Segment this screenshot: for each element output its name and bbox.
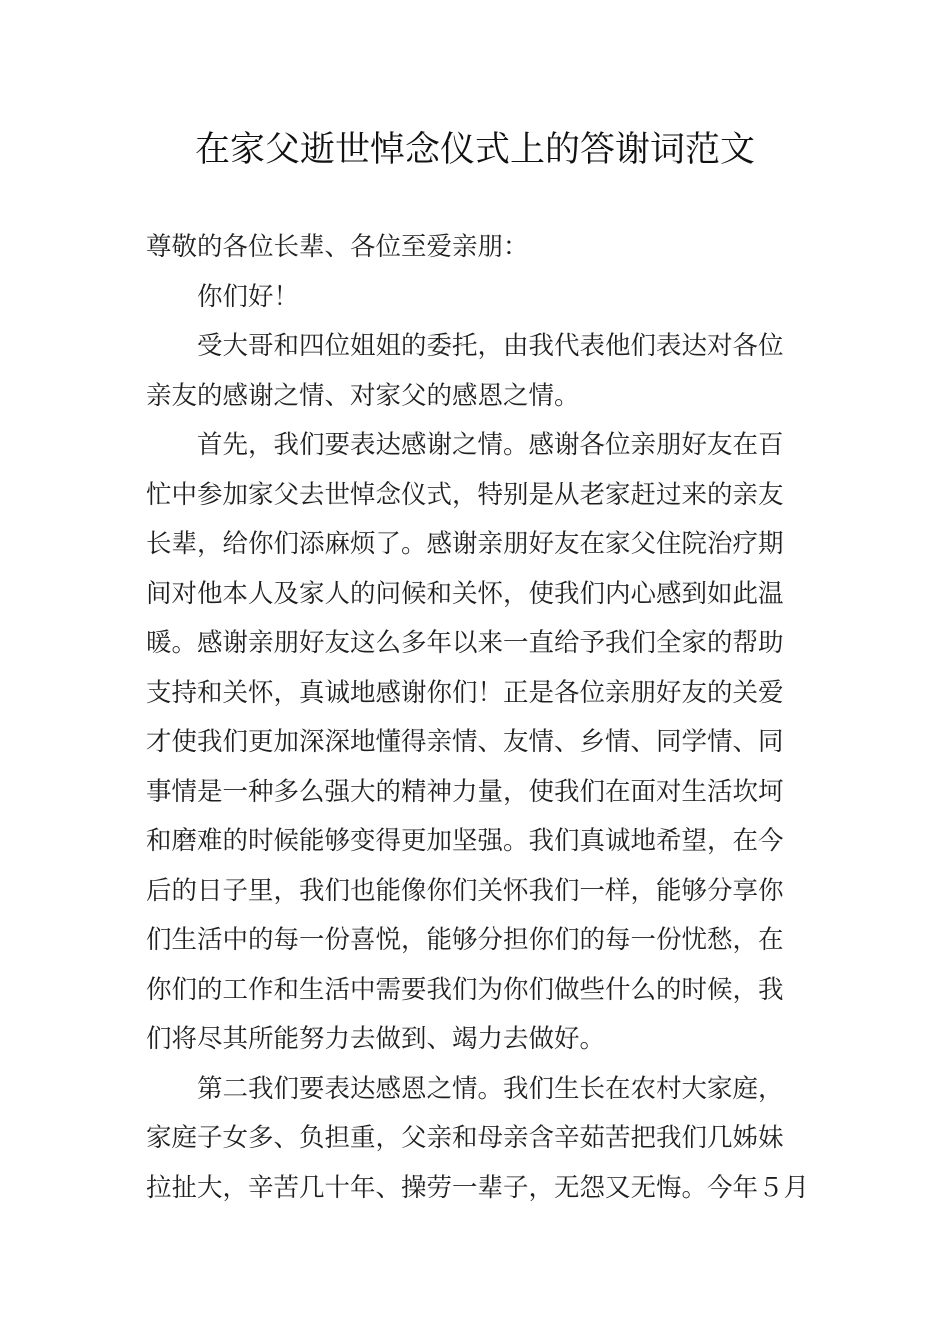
paragraph-1 (146, 322, 808, 421)
paragraph-line: 暖。感谢亲朋好友这么多年以来一直给予我们全家的帮助 (146, 628, 784, 658)
paragraph-line: 亲友的感谢之情、对家父的感恩之情。 (146, 380, 580, 411)
paragraph-3 (146, 1065, 808, 1214)
paragraph-line: 间对他本人及家人的问候和关怀，使我们内心感到如此温 (146, 578, 784, 609)
paragraph-2 (146, 421, 808, 1065)
paragraph-line: 你们的工作和生活中需要我们为你们做些什么的时候，我 (146, 974, 784, 1005)
paragraph-line: 们生活中的每一份喜悦，能够分担你们的每一份忧愁，在 (146, 925, 784, 955)
paragraph-line: 拉扯大，辛苦几十年、操劳一辈子，无怨又无悔。今年５月 (146, 1172, 810, 1203)
paragraph-line: 第二我们要表达感恩之情。我们生长在农村大家庭， (197, 1073, 784, 1104)
paragraph-line: 首先，我们要表达感谢之情。感谢各位亲朋好友在百 (197, 430, 784, 460)
paragraph-line: 和磨难的时候能够变得更加坚强。我们真诚地希望，在今 (146, 826, 784, 856)
paragraph-line: 们将尽其所能努力去做到、竭力去做好。 (146, 1024, 606, 1054)
paragraph-line: 受大哥和四位姐姐的委托，由我代表他们表达对各位 (197, 331, 784, 361)
paragraph-line: 事情是一种多么强大的精神力量，使我们在面对生活坎坷 (146, 776, 784, 807)
paragraph-line: 长辈，给你们添麻烦了。感谢亲朋好友在家父住院治疗期 (146, 529, 784, 559)
paragraph-line: 才使我们更加深深地懂得亲情、友情、乡情、同学情、同 (146, 727, 784, 757)
greeting: 你们好！ (197, 281, 300, 312)
paragraph-line: 家庭子女多、负担重，父亲和母亲含辛茹苦把我们几姊妹 (146, 1123, 784, 1153)
paragraph-line: 支持和关怀，真诚地感谢你们！正是各位亲朋好友的关爱 (146, 677, 784, 708)
document-body (146, 223, 808, 1213)
paragraph-line: 忙中参加家父去世悼念仪式，特别是从老家赶过来的亲友 (146, 479, 784, 510)
paragraph-line: 后的日子里，我们也能像你们关怀我们一样，能够分享你 (146, 875, 784, 906)
salutation: 尊敬的各位长辈、各位至爱亲朋： (146, 232, 529, 262)
document-title: 在家父逝世悼念仪式上的答谢词范文 (194, 130, 755, 170)
